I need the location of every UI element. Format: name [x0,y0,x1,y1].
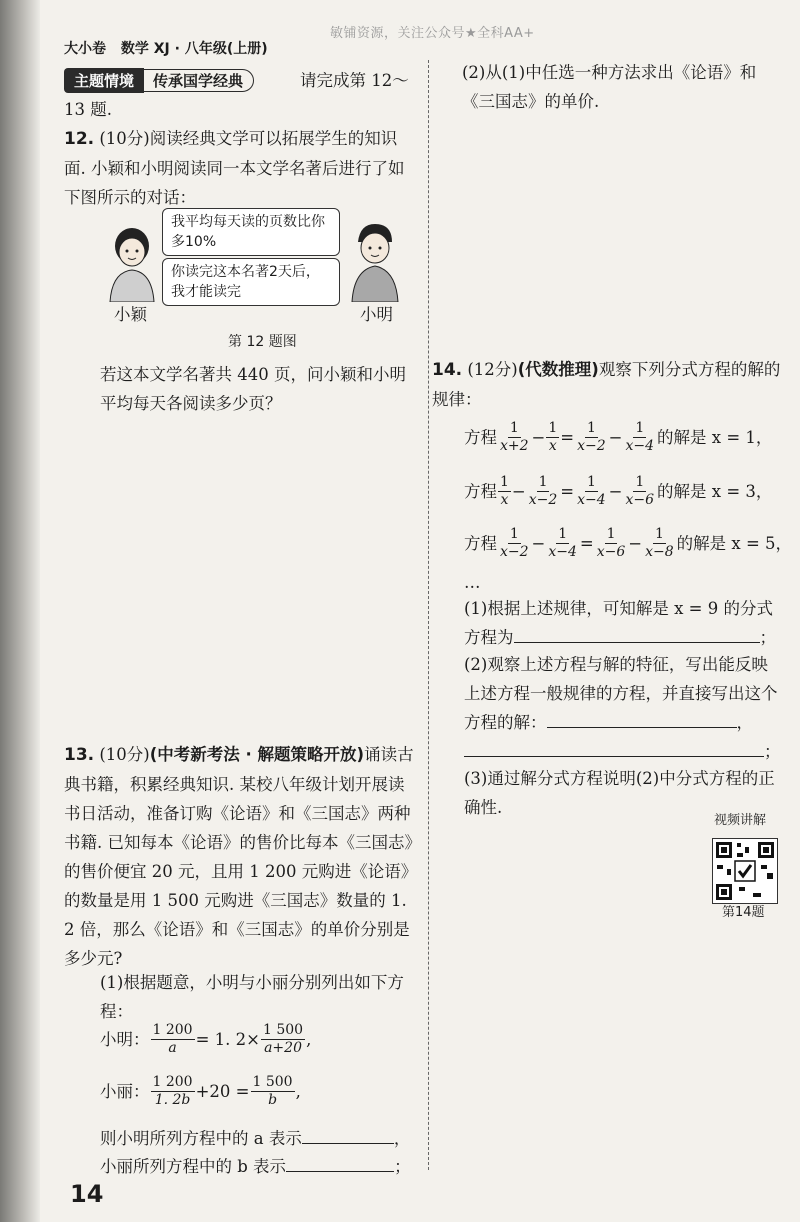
qr-code-icon[interactable] [712,838,778,904]
fraction: $\frac{1}{x-6}$ [625,474,655,508]
q12-number: 12. [64,129,95,149]
girl-figure [104,222,160,302]
running-header [64,38,278,58]
speech-bubble-xiaoying: 我平均每天读的页数比你多10% [162,208,340,256]
fraction: $\frac{1}{x-4}$ [625,420,655,454]
fraction: $\frac{1}{x}$ [500,474,509,508]
q14-equation: 方程 $\frac{1}{x}$ − $\frac{1}{x-2}$ = $\frac{1}{x-4}$ − $\frac{1}{x-6}$ 的解是 x = 3， [464,474,773,508]
xiaoli-equation: 小丽： $\frac{1 200}{1. 2b}$ +20 = $\frac{1 500}{b}$ , [100,1074,301,1108]
topic-title: 传承国学经典 [142,69,254,92]
boy-figure [346,220,404,302]
q13-part1: (1)根据题意，小明与小丽分别列出如下方程： [100,973,404,1021]
q14-ellipsis: … [464,573,481,592]
q13-score: (10分) [99,745,150,764]
watermark: 敏铺资源，关注公众号★全科AA+ [330,26,535,41]
q13-tag: (中考新考法 · 解题策略开放) [149,745,365,764]
page-edge-shadow [0,0,40,1222]
qr-bottom-label: 第14题 [722,905,765,920]
speech-bubble-xiaoming: 你读完这本名著2天后，我才能读完 [162,258,340,306]
q14-part3: (3)通过解分式方程说明(2)中分式方程的正确性. [464,769,775,817]
answer-blank-solution[interactable] [464,738,764,757]
q12-text: (10分)阅读经典文学可以拓展学生的知识面. 小颖和小明阅读同一本文学名著后进行了如下图所示的对话： [64,129,405,207]
subject-name: 数学 XJ · 八年级(上册) [120,41,268,57]
answer-blank-a[interactable] [302,1125,394,1144]
q14-number: 14. [432,360,463,380]
q14-part1: (1)根据上述规律，可知解是 x = 9 的分式方程为 ； [464,599,776,647]
q14-text: 观察下列分式方程的解的规律： [432,360,781,409]
name-xiaoying: 小颖 [114,305,147,324]
q13-fill-a: 则小明所列方程中的 a 表示 ， [100,1124,420,1153]
xiaoming-label: 小明： [100,1030,150,1049]
qr-top-label: 视频讲解 [714,813,767,828]
answer-blank-general-equation[interactable] [547,709,737,728]
fraction: $\frac{1}{x-2}$ [500,526,529,560]
fraction: $\frac{1}{x-4}$ [548,526,577,560]
q13-number: 13. [64,745,95,765]
topic-label: 主题情境 [64,68,144,93]
question-12 [64,124,414,212]
fraction: $\frac{1 200}{1. 2b}$ [152,1074,193,1108]
xiaoli-label: 小丽： [100,1082,150,1101]
figure-caption: 第 12 题图 [228,334,297,350]
q12-question: 若这本文学名著共 440 页，问小颖和小明平均每天各阅读多少页？ [100,365,406,413]
q14-score: (12分) [467,360,518,379]
fraction: $\frac{1 500}{a+20}$ [262,1022,304,1056]
answer-blank-equation[interactable] [514,624,760,643]
fraction: $\frac{1}{x+2}$ [500,420,529,454]
fraction: $\frac{1 200}{a}$ [152,1022,193,1056]
q13-part2: (2)从(1)中任选一种方法求出《论语》和《三国志》的单价. [462,63,757,111]
answer-blank-b[interactable] [286,1153,394,1172]
column-divider [428,60,429,1170]
fraction: $\frac{1}{x-6}$ [596,526,626,560]
fraction: $\frac{1}{x-2}$ [577,420,606,454]
fraction: $\frac{1 500}{b}$ [252,1074,293,1108]
series-name: 大小卷 [64,41,106,57]
fraction: $\frac{1}{x-8}$ [645,526,674,560]
fraction: $\frac{1}{x-2}$ [528,474,558,508]
question-13 [64,740,414,973]
topic-instruction: 请完成第 12～13 题. [64,71,409,119]
q14-equation: 方程 $\frac{1}{x-2}$ − $\frac{1}{x-4}$ = $\frac{1}{x-6}$ − $\frac{1}{x-8}$ 的解是 x = 5， [464,526,793,560]
question-14 [432,355,782,414]
fraction: $\frac{1}{x}$ [548,420,558,454]
page-number: 14 [70,1180,104,1208]
fraction: $\frac{1}{x-4}$ [577,474,606,508]
q14-equation: 方程 $\frac{1}{x+2}$ − $\frac{1}{x}$ = $\frac{1}{x-2}$ − $\frac{1}{x-4}$ 的解是 x = 1， [464,420,773,454]
name-xiaoming: 小明 [360,305,393,324]
xiaoming-equation: 小明： $\frac{1 200}{a}$ = 1. 2× $\frac{1 500}{a+20}$ , [100,1022,312,1056]
q14-tag: (代数推理) [517,360,599,379]
q14-part2: (2)观察上述方程与解的特征，写出能反映上述方程一般规律的方程，并直接写出这个方程的解： ， ； [464,655,781,761]
q13-text: 诵读古典书籍，积累经典知识. 某校八年级计划开展读书日活动，准备订购《论语》和《三国志》两种书籍. 已知每本《论语》的售价比每本《三国志》的售价便宜 20 元，且用 1 200 元购进《论语》的数量是用 1 500 元购进《三国志》数量的 1. 2 倍，那么《论语》和《三国志》的单价分别是多少元? [64,745,414,968]
q13-fill-b: 小丽所列方程中的 b 表示 ； [100,1152,420,1181]
